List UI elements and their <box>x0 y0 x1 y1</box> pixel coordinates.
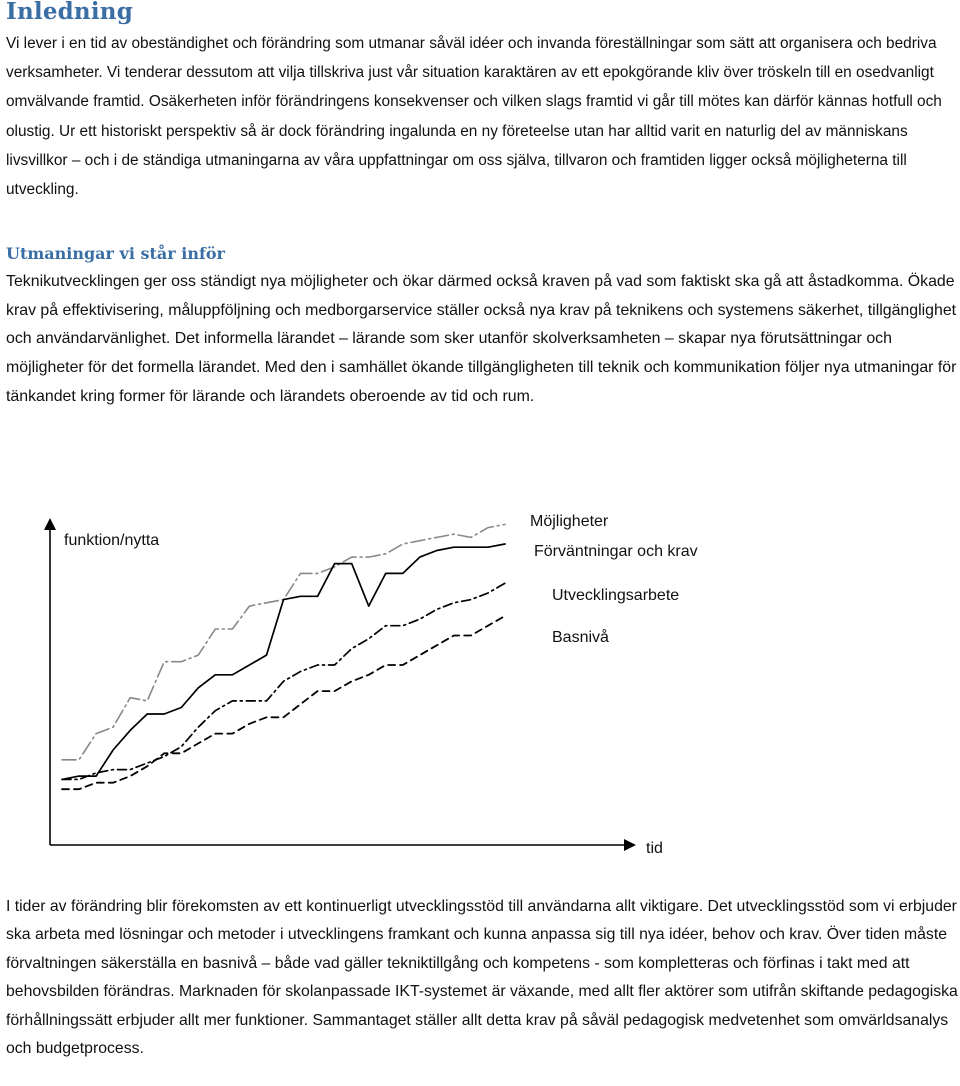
chart-svg <box>0 490 960 880</box>
paragraph-challenges: Teknikutvecklingen ger oss ständigt nya möjligheter och ökar därmed också kraven på vad som faktiskt ska gå att åstadkomma. Ökade krav på effektivisering, måluppföljning och medborgarservice ställer också nya krav på teknikens och systemens säkerhet, tillgänglighet och användarvänlighet. Det informella lärandet – lärande som sker utanför skolverksamheten – skapar nya förutsättningar och möjligheter för det formella lärandet. Med den i samhället ökande tillgängligheten till teknik och kommunikation följer nya utmaningar för tänkandet kring former för lärande och lärandets oberoende av tid och rum. <box>6 273 957 405</box>
development-chart <box>0 490 960 880</box>
series-label-mojligheter: Möjligheter <box>530 513 609 530</box>
series-line-utvecklingsarbete <box>62 583 505 779</box>
paragraph-intro: Vi lever i en tid av obeständighet och förändring som utmanar såväl idéer och invanda föreställningar som sätt att organisera och bedriva verksamheter. Vi tenderar dessutom att vilja tillskriva just vår situation karaktären av ett epokgörande kliv över tröskeln till en osedvanligt omvälvande framtid. Osäkerheten inför förändringens konsekvenser och vilken slags framtid vi går till mötes kan därför kännas hotfull och olustig. Ur ett historiskt perspektiv så är dock förändring ingalunda en ny företeelse utan har alltid varit en naturlig del av människans livsvillkor – och i de ständiga utmaningarna av våra uppfattningar om oss själva, tillvaron och framtiden ligger också möjligheterna till utveckling. <box>6 35 942 199</box>
x-axis-arrow-icon <box>624 839 636 851</box>
series-label-utvecklingsarbete: Utvecklingsarbete <box>552 587 680 604</box>
series-line-forvantningar-och-krav <box>62 544 505 779</box>
paragraph-support: I tider av förändring blir förekomsten av ett kontinuerligt utvecklingsstöd till användarna allt viktigare. Det utvecklingsstöd som vi erbjuder ska arbeta med lösningar och metoder i utvecklingens framkant och kunna anpassa sig till nya idéer, behov och krav. Över tiden måste förvaltningen säkerställa en basnivå – både vad gäller tekniktillgång och kompetens - som kompletteras och förfinas i takt med att behovsbilden förändras. Marknaden för skolanpassade IKT-systemet är växande, med allt fler aktörer som utifrån skiftande pedagogiska förhållningssätt erbjuder allt mer funktioner. Sammantaget ställer allt detta krav på såväl pedagogisk medvetenhet som omvärldsanalys och budgetprocess. <box>6 898 958 1058</box>
x-axis-label: tid <box>646 840 663 857</box>
heading-intro: Inledning <box>6 0 133 25</box>
series-line-mojligheter <box>62 524 505 759</box>
heading-challenges: Utmaningar vi står inför <box>6 244 225 263</box>
series-label-forvantningar-och-krav: Förväntningar och krav <box>534 543 698 560</box>
y-axis-label: funktion/nytta <box>64 532 160 549</box>
series-label-basniva: Basnivå <box>552 629 609 646</box>
y-axis-arrow-icon <box>44 518 56 530</box>
series-line-basniva <box>62 616 505 789</box>
